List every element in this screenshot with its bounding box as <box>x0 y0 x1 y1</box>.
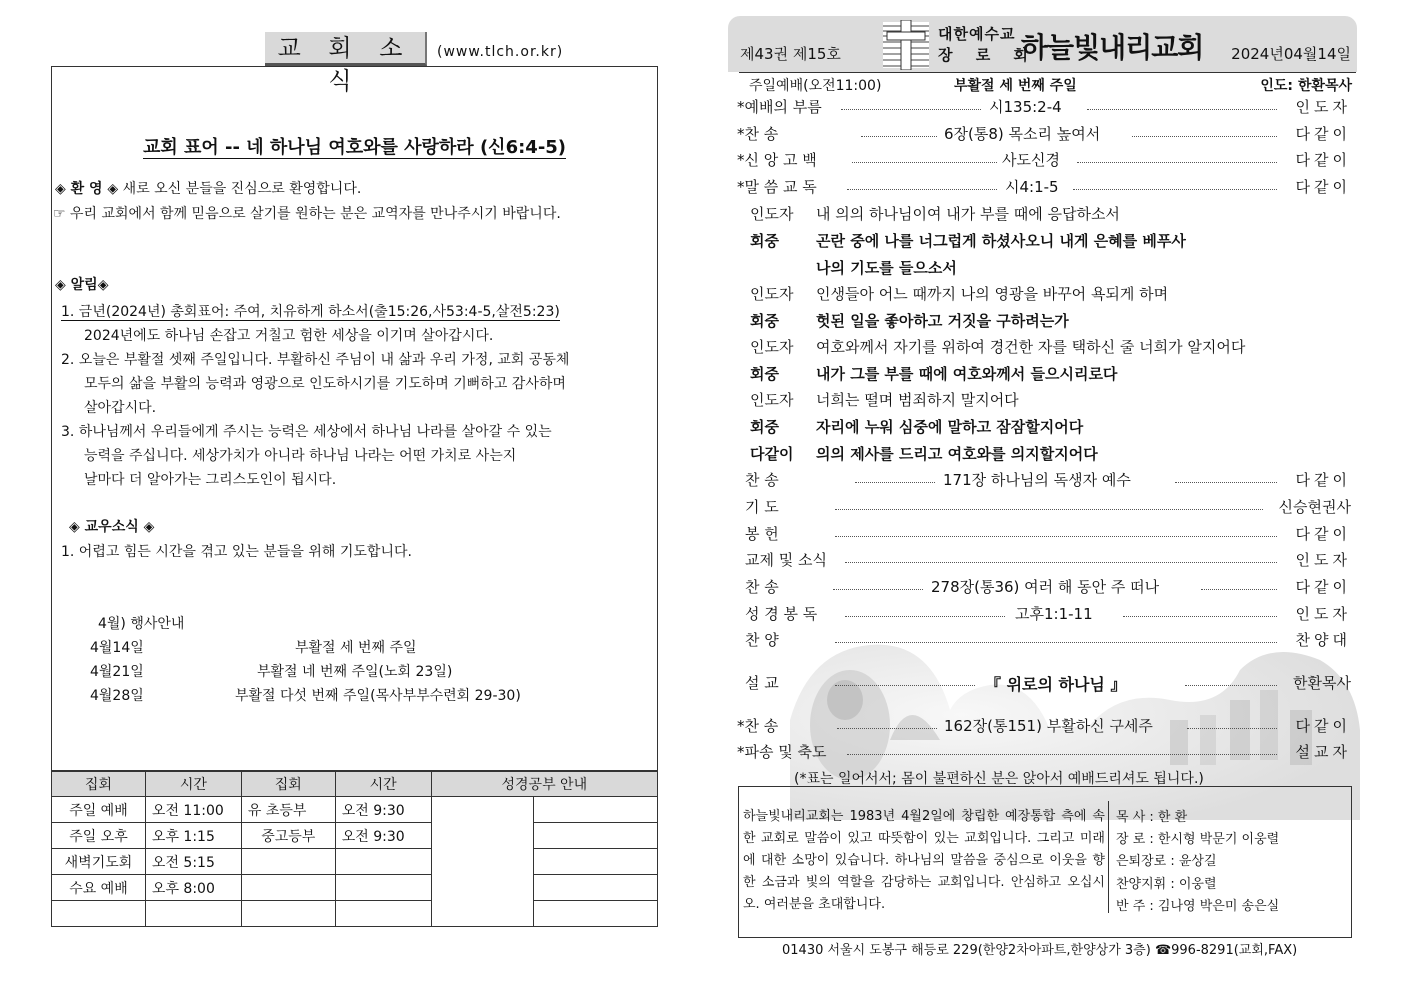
event-date: 4월21일 <box>90 664 144 680</box>
notice-line: 모두의 삶을 부활의 능력과 영광으로 인도하시기를 기도하며 기뻐하고 감사하며 <box>84 376 566 392</box>
responsive-line <box>750 257 957 278</box>
order-person: 인도자 <box>1295 605 1351 623</box>
order-label: *찬 송 <box>737 125 779 143</box>
leader-dots <box>1073 189 1277 190</box>
order-item <box>737 715 1351 739</box>
reading-text: 곤란 중에 나를 너그럽게 하셨사오니 내게 은혜를 베푸사 <box>816 232 1186 250</box>
leader-dots <box>847 189 997 190</box>
reader: 회중 <box>750 418 779 436</box>
order-person: 다같이 <box>1295 525 1351 543</box>
welcome-line-2: ☞ 우리 교회에서 함께 믿음으로 살기를 원하는 분은 교역자를 만나주시기 바랍니다. <box>53 206 561 222</box>
notice-line: 3. 하나님께서 우리들에게 주시는 능력은 세상에서 하나님 나라를 살아갈 수 있는 <box>61 424 552 440</box>
order-person: 신승현권사 <box>1278 498 1351 516</box>
order-item <box>745 576 1351 600</box>
table-cell <box>241 875 335 901</box>
reading-text: 여호와께서 자기를 위하여 경건한 자를 택하신 줄 너희가 알지어다 <box>816 338 1246 356</box>
church-motto: 교회 표어 -- 네 하나님 여호와를 사랑하라 (신6:4-5) <box>142 137 567 158</box>
order-item <box>737 741 1351 765</box>
table-row <box>52 875 658 901</box>
church-introduction: 하늘빛내리교회는 1983년 4월2일에 창립한 예장통합 측에 속한 교회로 말씀이 있고 따뜻함이 있는 교회입니다. 그리고 미래에 대한 소망이 있습니다. 하나님의 말씀을 중심으로 이웃을 향한 소금과 빛의 역할을 감당하는 교회입니다. 안심하고 오십시오. 여러분을 초대합니다. <box>743 809 1105 912</box>
leader-dots <box>835 509 1263 510</box>
table-cell <box>534 875 658 901</box>
order-label: *찬 송 <box>737 717 779 735</box>
notice-heading: ◈ 알림◈ <box>55 277 109 293</box>
reading-text: 내 의의 하나님이여 내가 부를 때에 응답하소서 <box>816 205 1120 223</box>
table-cell <box>335 875 431 901</box>
leader-dots <box>1187 728 1277 729</box>
leader-dots <box>847 754 1277 755</box>
reading-text: 나의 기도를 들으소서 <box>816 259 957 277</box>
cross-logo-icon <box>881 20 931 70</box>
order-label: *파송 및 축도 <box>737 743 827 761</box>
order-label: 봉 헌 <box>745 525 779 543</box>
order-person: 인도자 <box>1295 98 1351 116</box>
order-label: 기 도 <box>745 498 779 516</box>
event-name: 부활절 네 번째 주일(노회 23일) <box>257 664 453 680</box>
leader-dots <box>861 136 937 137</box>
order-item <box>745 603 1351 627</box>
order-label: 설 교 <box>745 674 779 692</box>
news-box <box>51 66 658 771</box>
events-title: 4월) 행사안내 <box>98 616 185 632</box>
welcome-line: ◈ 환 영 ◈ 새로 오신 분들을 진심으로 환영합니다. <box>55 181 362 197</box>
notice-line: 2024년에도 하나님 손잡고 거칠고 험한 세상을 이기며 살아갑시다. <box>84 328 494 344</box>
order-item <box>745 496 1351 520</box>
notice-line: 능력을 주십니다. 세상가치가 아니라 하나님 나라는 어떤 가치로 사는지 <box>84 448 517 464</box>
event-date: 4월14일 <box>90 640 144 656</box>
table-header-row <box>52 772 658 797</box>
leader-dots <box>833 589 923 590</box>
leader-dots <box>835 685 975 686</box>
table-cell: 오전 9:30 <box>335 823 431 849</box>
table-cell <box>335 901 431 927</box>
sermon-title: 『 위로의 하나님 』 <box>985 675 1127 694</box>
table-cell <box>52 901 146 927</box>
order-label: 교제 및 소식 <box>745 551 827 569</box>
table-cell <box>534 797 658 823</box>
service-title: 부활절 세 번째 주일 <box>954 78 1077 94</box>
reader: 회중 <box>750 312 779 330</box>
table-cell: 수요 예배 <box>52 875 146 901</box>
order-detail: 사도신경 <box>1002 151 1060 169</box>
leader-dots <box>1123 616 1277 617</box>
order-person: 다같이 <box>1295 125 1351 143</box>
order-detail: 6장(통8) 목소리 높여서 <box>944 125 1101 143</box>
table-cell <box>335 849 431 875</box>
staff-line: 반 주 : 김나영 박은미 송은실 <box>1116 899 1280 914</box>
leader-dots <box>837 728 937 729</box>
leader-dots <box>1185 685 1277 686</box>
order-item <box>737 96 1351 120</box>
leader-dots <box>1087 109 1277 110</box>
preacher: 한환목사 <box>1293 674 1351 692</box>
reading-text: 너희는 떨며 범죄하지 말지어다 <box>816 391 1019 409</box>
column-header: 집회 <box>241 772 335 797</box>
order-label: 찬 송 <box>745 578 779 596</box>
table-cell: 주일 오후 <box>52 823 146 849</box>
order-person: 설교자 <box>1295 743 1351 761</box>
order-item <box>745 629 1351 653</box>
bulletin-masthead <box>728 16 1357 72</box>
order-label: 찬 송 <box>745 471 779 489</box>
table-cell <box>241 849 335 875</box>
notice-line: 2. 오늘은 부활절 셋째 주일입니다. 부활하신 주님이 내 삶과 우리 가정, 교회 공동체 <box>61 352 570 368</box>
responsive-line <box>750 443 1098 464</box>
order-detail: 171장 하나님의 독생자 예수 <box>943 471 1131 489</box>
order-person: 다같이 <box>1295 178 1351 196</box>
church-website[interactable]: (www.tlch.or.kr) <box>437 44 564 60</box>
column-header: 시간 <box>335 772 431 797</box>
reading-text: 자리에 누워 심중에 말하고 잠잠할지어다 <box>816 418 1084 436</box>
member-news-heading: ◈ 교우소식 ◈ <box>69 519 155 535</box>
standing-note: (*표는 일어서서; 몸이 불편하신 분은 앉아서 예배드리셔도 됩니다.) <box>794 771 1204 787</box>
order-label: *신 앙 고 백 <box>737 151 817 169</box>
order-person: 다같이 <box>1295 471 1351 489</box>
order-label: *예배의 부름 <box>737 98 822 116</box>
table-row <box>52 823 658 849</box>
table-cell: 오후 1:15 <box>145 823 241 849</box>
order-detail: 시4:1-5 <box>1005 178 1059 196</box>
leader-dots <box>835 536 1277 537</box>
responsive-line <box>750 203 1120 224</box>
member-news-line: 1. 어렵고 힘든 시간을 겪고 있는 분들을 위해 기도합니다. <box>61 544 412 560</box>
table-cell: 유 초등부 <box>241 797 335 823</box>
leader-dots <box>841 109 981 110</box>
notice-line: 날마다 더 알아가는 그리스도인이 됩시다. <box>84 472 337 488</box>
order-item <box>737 149 1351 173</box>
leader-dots <box>852 162 997 163</box>
order-detail: 고후1:1-11 <box>1015 605 1093 623</box>
staff-line: 은퇴장로 : 윤상길 <box>1116 854 1217 869</box>
table-cell <box>534 849 658 875</box>
leader-dots <box>845 616 1005 617</box>
table-cell <box>241 901 335 927</box>
table-cell <box>534 823 658 849</box>
notice-line: 살아갑시다. <box>84 400 157 416</box>
responsive-line <box>750 363 1117 384</box>
order-person: 찬양대 <box>1295 631 1351 649</box>
table-cell: 새벽기도회 <box>52 849 146 875</box>
order-item <box>745 469 1351 493</box>
sermon-row <box>745 672 1351 696</box>
responsive-line <box>750 310 1069 331</box>
left-header <box>265 32 564 95</box>
church-address: 01430 서울시 도봉구 해등로 229(한양2차아파트,한양상가 3층) ☎996-8291(교회,FAX) <box>782 943 1298 958</box>
order-person: 다같이 <box>1295 578 1351 596</box>
table-cell: 주일 예배 <box>52 797 146 823</box>
order-item <box>737 123 1351 147</box>
church-name: 하늘빛내리교회 <box>1021 31 1204 64</box>
leader-dots <box>835 642 1277 643</box>
divider <box>1108 801 1109 913</box>
reading-text: 의의 제사를 드리고 여호와를 의지할지어다 <box>816 445 1098 463</box>
leader-dots <box>1201 589 1277 590</box>
denomination-line-2: 장 로 회 <box>938 46 1037 64</box>
staff-line: 찬양지휘 : 이웅렬 <box>1116 877 1217 892</box>
reader: 회중 <box>750 232 779 250</box>
church-info-box <box>738 786 1352 938</box>
meeting-schedule-table <box>51 771 658 927</box>
table-row <box>52 901 658 927</box>
reading-text: 인생들아 어느 때까지 나의 영광을 바꾸어 욕되게 하며 <box>816 285 1169 303</box>
reading-text: 헛된 일을 좋아하고 거짓을 구하려는가 <box>816 312 1069 330</box>
staff-line: 장 로 : 한시형 박문기 이웅렬 <box>1116 832 1280 847</box>
leader-dots <box>855 482 935 483</box>
leader-dots <box>1132 136 1277 137</box>
bulletin-section-title: 교 회 소 식 <box>265 32 427 66</box>
table-cell: 오전 9:30 <box>335 797 431 823</box>
table-cell: 오전 5:15 <box>145 849 241 875</box>
volume-number: 제43권 제15호 <box>740 45 841 63</box>
order-person: 다같이 <box>1295 151 1351 169</box>
reader: 인도자 <box>750 205 794 223</box>
order-item <box>745 549 1351 573</box>
responsive-line <box>750 336 1245 357</box>
order-detail: 278장(통36) 여러 해 동안 주 떠나 <box>931 578 1160 596</box>
order-item <box>737 176 1351 200</box>
reader: 인도자 <box>750 338 794 356</box>
service-time: 주일예배(오전11:00) <box>749 78 882 94</box>
order-person: 인도자 <box>1295 551 1351 569</box>
table-cell <box>431 797 534 927</box>
responsive-line <box>750 283 1168 304</box>
order-label: 찬 양 <box>745 631 779 649</box>
responsive-line <box>750 389 1019 410</box>
column-header: 집회 <box>52 772 146 797</box>
table-cell <box>534 901 658 927</box>
notice-line: 1. 금년(2024년) 총회표어: 주여, 치유하게 하소서(출15:26,사53:4-5,살전5:23) <box>61 304 560 320</box>
bulletin-date: 2024년04월14일 <box>1231 45 1351 63</box>
table-cell: 중고등부 <box>241 823 335 849</box>
denomination-line-1: 대한예수교 <box>938 25 1016 43</box>
service-leader: 인도: 한환목사 <box>1260 78 1352 94</box>
leader-dots <box>1175 482 1277 483</box>
table-cell <box>145 901 241 927</box>
order-person: 다같이 <box>1295 717 1351 735</box>
column-header: 시간 <box>145 772 241 797</box>
column-header: 성경공부 안내 <box>431 772 657 797</box>
table-row <box>52 797 658 823</box>
event-name: 부활절 다섯 번째 주일(목사부부수련회 29-30) <box>235 688 521 704</box>
order-detail: 시135:2-4 <box>989 98 1062 116</box>
table-row <box>52 849 658 875</box>
event-date: 4월28일 <box>90 688 144 704</box>
reading-text: 내가 그를 부를 때에 여호와께서 들으시리로다 <box>816 365 1118 383</box>
table-cell: 오전 11:00 <box>145 797 241 823</box>
service-header <box>739 72 1356 96</box>
reader: 회중 <box>750 365 779 383</box>
reader: 인도자 <box>750 391 794 409</box>
order-label: 성 경 봉 독 <box>745 605 818 623</box>
table-cell: 오후 8:00 <box>145 875 241 901</box>
leader-dots <box>845 562 1277 563</box>
order-detail: 162장(통151) 부활하신 구세주 <box>944 717 1153 735</box>
responsive-line <box>750 416 1083 437</box>
responsive-line <box>750 230 1186 251</box>
reader: 인도자 <box>750 285 794 303</box>
staff-line: 목 사 : 한 환 <box>1116 810 1188 825</box>
reader: 다같이 <box>750 445 794 463</box>
order-item <box>745 523 1351 547</box>
event-name: 부활절 세 번째 주일 <box>295 640 417 656</box>
leader-dots <box>1077 162 1277 163</box>
order-label: *말 씀 교 독 <box>737 178 817 196</box>
